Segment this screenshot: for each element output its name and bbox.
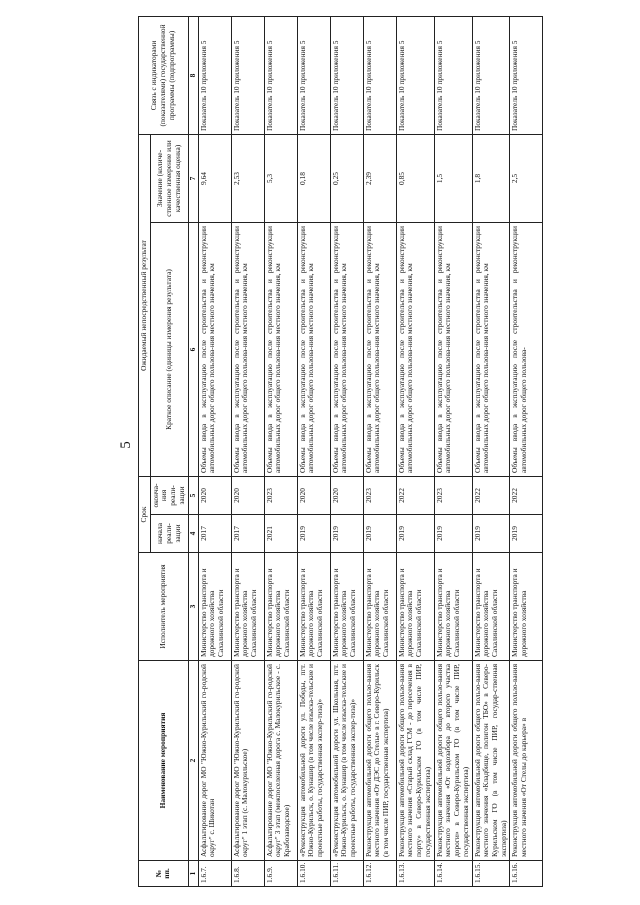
row-link: Показатель 10 приложения 5 <box>363 16 396 134</box>
index-cell: 6 <box>188 222 198 476</box>
row-value: 5,3 <box>264 134 297 222</box>
row-link: Показатель 10 приложения 5 <box>434 16 472 134</box>
row-desc: Объемы ввода в эксплуатацию после строительства и реконструкции автомобильных дорог общего пользова-ния местного значения, км <box>396 222 434 476</box>
row-desc: Объемы ввода в эксплуатацию после строительства и реконструкции автомобильных дорог общего пользова-ния местного значения, км <box>363 222 396 476</box>
table-row <box>264 16 297 886</box>
row-num: 1.6.7. <box>198 861 231 887</box>
row-desc: Объемы ввода в эксплуатацию после строительства и реконструкции автомобильных дорог общего пользова-ния местного значения, км <box>297 222 330 476</box>
header-desc: Краткое описание (единицы измерения результата) <box>150 222 188 476</box>
index-cell: 5 <box>188 476 198 514</box>
row-value: 0,85 <box>396 134 434 222</box>
row-name: Реконструкция автомобильной дороги общего пользо-вания местного значения «От водозабора до второго участка дороги» в Северо-Курильском ГО (в том числе ПИР, государственная экспертиза) <box>434 661 472 861</box>
row-name: Реконструкция автомобильной дороги общего пользо-вания местного значения «От ДЭС до Стелы» в г. Северо-Курильск (в том числе ПИР, государственная экспертиза) <box>363 661 396 861</box>
row-start: 2019 <box>363 515 396 553</box>
index-cell: 2 <box>188 661 198 861</box>
row-desc: Объемы ввода в эксплуатацию после строительства и реконструкции автомобильных дорог общего пользова-ния местного значения, км <box>330 222 363 476</box>
row-num: 1.6.8. <box>231 861 264 887</box>
row-num: 1.6.14. <box>434 861 472 887</box>
row-num: 1.6.15. <box>472 861 510 887</box>
header-start: начала реали-зации <box>150 515 188 553</box>
header-end: оконча-ния реали-зации <box>150 476 188 514</box>
row-end: 2022 <box>472 476 510 514</box>
row-start: 2019 <box>330 515 363 553</box>
row-name: Асфальтирование дорог МО "Южно-Курильский го-родской округ" с. Шикотан <box>198 661 231 861</box>
row-link: Показатель 10 приложения 5 <box>264 16 297 134</box>
index-cell: 4 <box>188 515 198 553</box>
row-num: 1.6.9. <box>264 861 297 887</box>
row-end: 2023 <box>363 476 396 514</box>
row-name: Реконструкция автомобильной дороги общего пользо-вания местного значения «От Стелы до карьера» в <box>510 661 543 861</box>
row-link: Показатель 10 приложения 5 <box>231 16 264 134</box>
header-executor: Исполнитель мероприятия <box>139 553 189 661</box>
table-row <box>472 16 510 886</box>
row-link: Показатель 10 приложения 5 <box>330 16 363 134</box>
row-executor: Министерство транспорта и дорожного хозяйства Сахалинской области <box>330 553 363 661</box>
row-desc: Объемы ввода в эксплуатацию после строительства и реконструкции автомобильных дорог общего пользова-ния местного значения, км <box>264 222 297 476</box>
header-link: Связь с индикаторами (показателями) государственной программы (подпрограммы) <box>139 16 189 134</box>
row-desc: Объемы ввода в эксплуатацию после строительства и реконструкции автомобильных дорог общего пользова-ния местного значения, км <box>472 222 510 476</box>
row-end: 2023 <box>434 476 472 514</box>
row-executor: Министерство транспорта и дорожного хозяйства Сахалинской области <box>198 553 231 661</box>
row-name: «Реконструкция автомобильной дороги ул. Победы, пгт. Южно-Курильск, о. Кунашир (в том числе изыска-тельские и проектные работы, государственная экспер-тиза)» <box>297 661 330 861</box>
row-executor: Министерство транспорта и дорожного хозяйства Сахалинской области <box>472 553 510 661</box>
row-desc: Объемы ввода в эксплуатацию после строительства и реконструкции автомобильных дорог общего пользова-ния местного значения, км <box>231 222 264 476</box>
table-row <box>297 16 330 886</box>
index-cell: 3 <box>188 553 198 661</box>
row-value: 2,53 <box>231 134 264 222</box>
header-row-1 <box>139 16 151 886</box>
page-number: 5 <box>118 441 134 449</box>
row-executor: Министерство транспорта и дорожного хозяйства <box>510 553 543 661</box>
row-start: 2021 <box>264 515 297 553</box>
table-row <box>198 16 231 886</box>
row-end: 2022 <box>510 476 543 514</box>
table-row <box>510 16 543 886</box>
row-value: 1,8 <box>472 134 510 222</box>
row-start: 2019 <box>396 515 434 553</box>
row-executor: Министерство транспорта и дорожного хозяйства Сахалинской области <box>264 553 297 661</box>
row-start: 2019 <box>472 515 510 553</box>
row-value: 2,39 <box>363 134 396 222</box>
row-value: 0,18 <box>297 134 330 222</box>
row-end: 2022 <box>396 476 434 514</box>
row-desc: Объемы ввода в эксплуатацию после строительства и реконструкции автомобильных дорог общего пользова- <box>510 222 543 476</box>
index-cell: 8 <box>188 16 198 134</box>
row-value: 9,64 <box>198 134 231 222</box>
row-value: 2,5 <box>510 134 543 222</box>
row-end: 2020 <box>330 476 363 514</box>
header-expected: Ожидаемый непосредственный результат <box>139 134 151 476</box>
row-executor: Министерство транспорта и дорожного хозяйства Сахалинской области <box>363 553 396 661</box>
row-link: Показатель 10 приложения 5 <box>472 16 510 134</box>
index-cell: 7 <box>188 134 198 222</box>
row-num: 1.6.12. <box>363 861 396 887</box>
row-end: 2020 <box>198 476 231 514</box>
table-row <box>363 16 396 886</box>
row-desc: Объемы ввода в эксплуатацию после строительства и реконструкции автомобильных дорог общего пользова-ния местного значения, км <box>434 222 472 476</box>
header-value: Значение (количе-ственное измерение или качественная оценка) <box>150 134 188 222</box>
table-row <box>231 16 264 886</box>
row-name: Асфальтирование дорог МО "Южно-Курильский го-родской округ" 1 этап (с. Малокурильское) <box>231 661 264 861</box>
table-row <box>396 16 434 886</box>
header-name: Наименование мероприятия <box>139 661 189 861</box>
table-row <box>330 16 363 886</box>
row-executor: Министерство транспорта и дорожного хозяйства Сахалинской области <box>396 553 434 661</box>
row-num: 1.6.11. <box>330 861 363 887</box>
row-num: 1.6.13. <box>396 861 434 887</box>
row-name: «Реконструкция автомобильной дороги ул. Школьная, пгт. Южно-Курильск, о. Кунашир (в том числе изыска-тельские и проектные работы, государственная экспер-тиза)» <box>330 661 363 861</box>
row-name: Реконструкция автомобильной дороги общего пользо-вания местного значения «Старый склад ГСМ - до пересечения в порту» в Северо-Курильском ГО (в том числе ПИР, государственная экспертиза) <box>396 661 434 861</box>
row-start: 2019 <box>510 515 543 553</box>
row-end: 2020 <box>297 476 330 514</box>
row-name: Асфальтирование дорог МО "Южно-Курильский го-родской округ" 3 этап (межпоселенная дорога с. Малокурильское - с. Крабозаводское) <box>264 661 297 861</box>
row-end: 2020 <box>231 476 264 514</box>
row-name: Реконструкция автомобильной дороги общего пользо-вания местного значения «Кладбище, полигон ТБО» в Северо-Курильском ГО (в том числе ПИР, государ-ственная экспертиза) <box>472 661 510 861</box>
row-start: 2019 <box>297 515 330 553</box>
row-num: 1.6.16. <box>510 861 543 887</box>
row-link: Показатель 10 приложения 5 <box>198 16 231 134</box>
row-value: 0,25 <box>330 134 363 222</box>
index-cell: 1 <box>188 861 198 887</box>
header-num: № пп. <box>139 861 189 887</box>
header-period: Срок <box>139 476 151 552</box>
row-link: Показатель 10 приложения 5 <box>510 16 543 134</box>
row-executor: Министерство транспорта и дорожного хозяйства Сахалинской области <box>297 553 330 661</box>
row-executor: Министерство транспорта и дорожного хозяйства Сахалинской области <box>231 553 264 661</box>
row-start: 2017 <box>198 515 231 553</box>
measures-table <box>138 16 543 887</box>
row-start: 2017 <box>231 515 264 553</box>
row-link: Показатель 10 приложения 5 <box>396 16 434 134</box>
row-executor: Министерство транспорта и дорожного хозяйства Сахалинской области <box>434 553 472 661</box>
row-value: 1,5 <box>434 134 472 222</box>
row-link: Показатель 10 приложения 5 <box>297 16 330 134</box>
index-row <box>188 16 198 886</box>
table-row <box>434 16 472 886</box>
row-start: 2019 <box>434 515 472 553</box>
row-num: 1.6.10. <box>297 861 330 887</box>
row-end: 2023 <box>264 476 297 514</box>
row-desc: Объемы ввода в эксплуатацию после строительства и реконструкции автомобильных дорог общего пользова-ния местного значения, км <box>198 222 231 476</box>
